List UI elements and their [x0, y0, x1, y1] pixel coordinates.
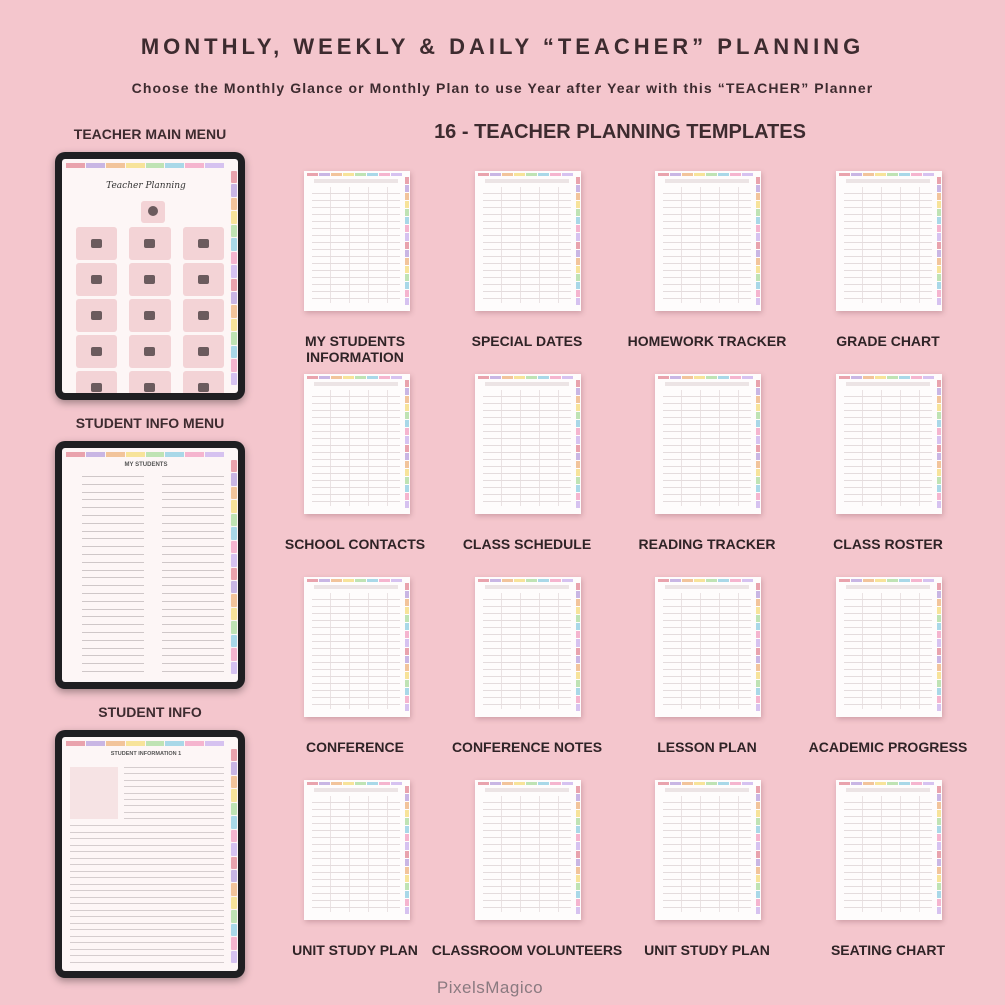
side-tabs [231, 749, 237, 963]
tablet-student-info-menu [55, 441, 245, 689]
template-thumbnail [475, 171, 581, 311]
template-label: SCHOOL CONTACTS [284, 536, 426, 552]
menu-icon [76, 227, 117, 260]
student-form [70, 767, 224, 963]
template-label: MY STUDENTS INFORMATION [304, 333, 406, 365]
template-thumbnail [836, 171, 942, 311]
menu-icon [76, 371, 117, 393]
template-thumbnail [836, 780, 942, 920]
student-info-icon [141, 201, 165, 223]
student-info-label: STUDENT INFO [98, 704, 202, 720]
side-tabs [231, 171, 237, 385]
side-tabs [231, 460, 237, 674]
template-thumbnail [655, 171, 761, 311]
template-label: CONFERENCE [305, 739, 404, 755]
template-thumbnail [304, 171, 410, 311]
photo-box [70, 767, 118, 819]
template-label: READING TRACKER [638, 536, 776, 552]
template-thumbnail [304, 577, 410, 717]
menu-icon [183, 227, 224, 260]
top-tabs [66, 452, 224, 457]
menu-icon [129, 371, 170, 393]
template-thumbnail [304, 780, 410, 920]
template-thumbnail [475, 577, 581, 717]
tablet-student-info [55, 730, 245, 978]
tablet-teacher-main-menu [55, 152, 245, 400]
templates-heading: 16 - TEACHER PLANNING TEMPLATES [434, 121, 806, 143]
template-label: UNIT STUDY PLAN [292, 942, 418, 958]
menu-icon [129, 299, 170, 332]
top-tabs [66, 741, 224, 746]
menu-icon [183, 263, 224, 296]
teacher-main-menu-label: TEACHER MAIN MENU [73, 126, 227, 142]
watermark: PixelsMagico [436, 978, 544, 997]
template-label: UNIT STUDY PLAN [644, 942, 770, 958]
template-label: CLASS SCHEDULE [462, 536, 592, 552]
template-thumbnail [475, 374, 581, 514]
menu-icon [129, 263, 170, 296]
student-list [72, 476, 224, 672]
menu-icon [183, 299, 224, 332]
template-thumbnail [655, 780, 761, 920]
template-label: HOMEWORK TRACKER [627, 333, 787, 349]
top-tabs [66, 163, 224, 168]
menu-icon [183, 371, 224, 393]
menu-icon [129, 227, 170, 260]
template-thumbnail [475, 780, 581, 920]
student-information-heading: STUDENT INFORMATION 1 [110, 751, 182, 757]
template-thumbnail [655, 577, 761, 717]
page-title: MONTHLY, WEEKLY & DAILY “TEACHER” PLANNING [140, 34, 865, 59]
template-thumbnail [655, 374, 761, 514]
menu-icon [76, 263, 117, 296]
menu-icon-grid [76, 227, 224, 383]
my-students-heading: MY STUDENTS [124, 462, 168, 468]
menu-icon [76, 335, 117, 368]
student-info-menu-label: STUDENT INFO MENU [75, 415, 225, 431]
template-label: GRADE CHART [836, 333, 940, 349]
menu-icon [129, 335, 170, 368]
menu-icon [76, 299, 117, 332]
template-label: CLASSROOM VOLUNTEERS [431, 942, 623, 958]
template-label: SEATING CHART [830, 942, 946, 958]
template-label: LESSON PLAN [657, 739, 757, 755]
template-label: CLASS ROSTER [833, 536, 943, 552]
template-thumbnail [304, 374, 410, 514]
page-subtitle: Choose the Monthly Glance or Monthly Plan to use Year after Year with this “TEACHER” Planner [131, 80, 874, 96]
template-label: SPECIAL DATES [471, 333, 583, 349]
template-label: ACADEMIC PROGRESS [808, 739, 968, 755]
menu-icon [183, 335, 224, 368]
template-label: CONFERENCE NOTES [451, 739, 603, 755]
template-thumbnail [836, 374, 942, 514]
template-thumbnail [836, 577, 942, 717]
menu-screen-title: Teacher Planning [106, 181, 186, 191]
